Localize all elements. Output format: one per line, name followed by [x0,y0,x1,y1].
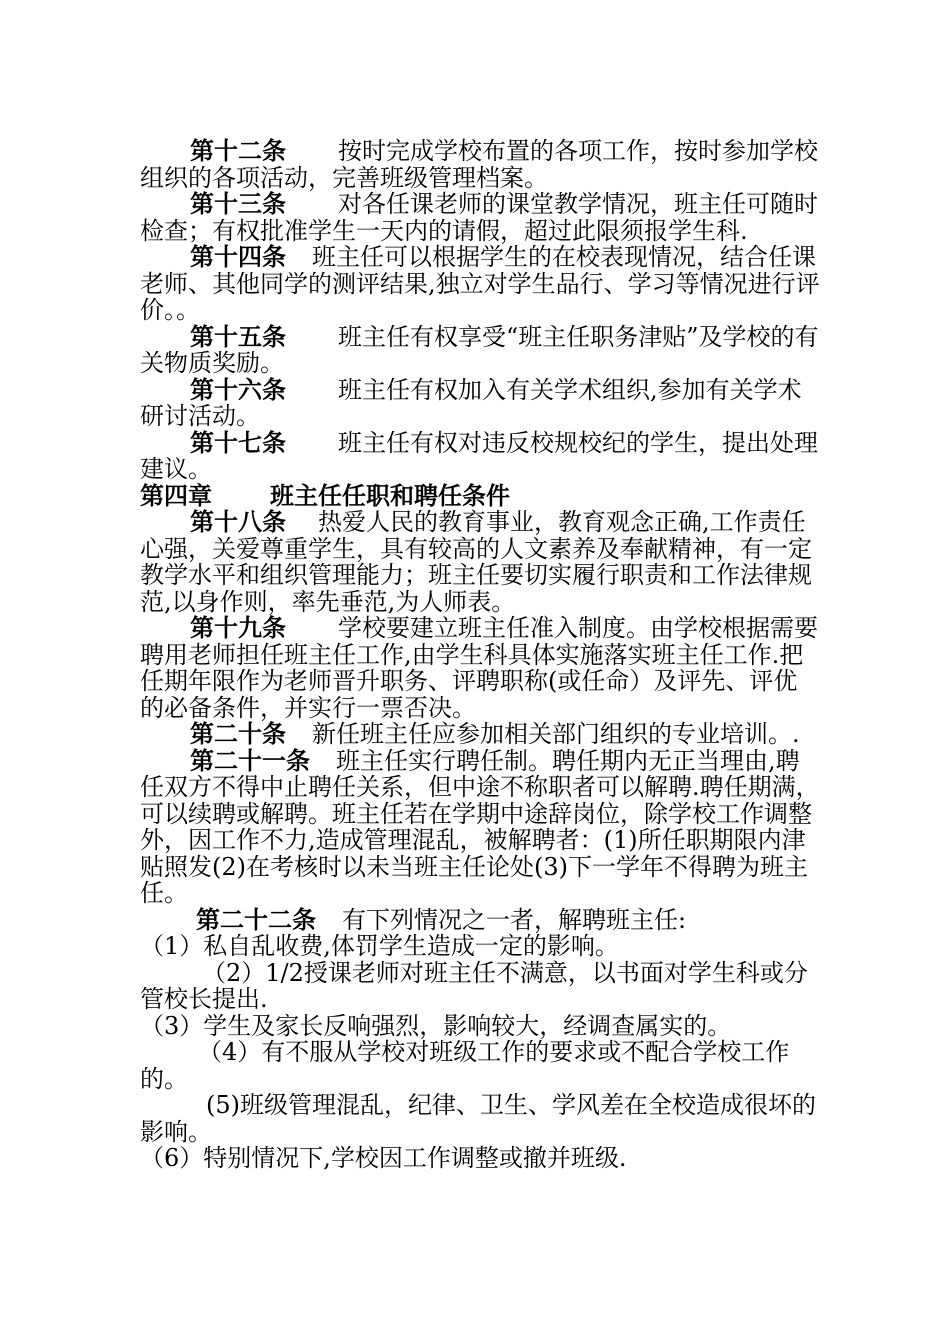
article-label: 第十七条 [190,428,286,457]
article-21 [140,748,820,907]
article-label: 第二十条 [190,720,286,748]
article-text: 班主任有权享受“班主任职务津贴”及学校的有关物质奖励。 [140,322,819,377]
article-text: 有下列情况之一者，解聘班主任: [342,905,687,934]
article-18 [140,509,820,615]
list-item: （6）特别情况下,学校因工作调整或撤并班级. [140,1144,627,1172]
article-17 [140,430,820,483]
article-text: 班主任可以根据学生的在校表现情况，结合任课老师、其他同学的测评结果,独立对学生品行、学习等情况进行评价。。 [140,243,820,324]
chapter-title: 班主任任职和聘任条件 [270,481,510,510]
list-item: (5)班级管理混乱，纪律、卫生、学风差在全校造成很坏的影响。 [140,1091,816,1146]
article-text: 按时完成学校布置的各项工作，按时参加学校组织的各项活动，完善班级管理档案。 [140,137,818,192]
article-label: 第十九条 [190,614,286,642]
article-14 [140,244,820,324]
article-label: 第二十二条 [196,905,316,934]
article-text: 班主任有权加入有关学术组织,参加有关学术研讨活动。 [140,375,802,430]
chapter-heading [140,483,820,510]
chapter-number: 第四章 [140,481,212,510]
article-text: 班主任有权对违反校规校纪的学生，提出处理建议。 [140,428,818,483]
article-label: 第十八条 [190,508,286,536]
article-label: 第十五条 [190,322,286,351]
article-label: 第十六条 [190,375,286,404]
document-body [140,138,820,1172]
article-text: 班主任实行聘任制。聘任期内无正当理由,聘任双方不得中止聘任关系，但中途不称职者可以解聘.聘任期满，可以续聘或解聘。班主任若在学期中途辞岗位，除学校工作调整外，因工作不力,造成管理混乱，被解聘者：(1)所任职期限内津贴照发(2)在考核时以未当班主任论处(3)下一学年不得聘为班主任。 [140,746,820,907]
article-label: 第二十一条 [190,746,310,775]
article-15 [140,324,820,377]
article-12 [140,138,820,191]
list-item: （3）学生及家长反响强烈，影响较大，经调查属实的。 [140,1011,732,1040]
article-label: 第十三条 [190,190,286,218]
article-22 [140,907,820,934]
article-20 [140,721,820,748]
list-item: （2）1/2授课老师对班主任不满意，以书面对学生科或分管校长提出. [140,958,808,1013]
article-text: 学校要建立班主任准入制度。由学校根据需要聘用老师担任班主任工作,由学生科具体实施落实班主任工作.把任期年限作为老师晋升职务、评聘职称(或任命）及评先、评优的必备条件，并实行一票否决。 [140,614,818,722]
list-item: （4）有不服从学校对班级工作的要求或不配合学校工作的。 [140,1038,790,1093]
article-16 [140,377,820,430]
article-19 [140,615,820,721]
article-label: 第十四条 [190,243,286,271]
article-text: 热爱人民的教育事业，教育观念正确,工作责任心强，关爱尊重学生，具有较高的人文素养及奉献精神，有一定教学水平和组织管理能力；班主任要切实履行职责和工作法律规范,以身作则，率先垂范,为人师表。 [140,508,812,616]
article-text: 对各任课老师的课堂教学情况，班主任可随时检查；有权批准学生一天内的请假，超过此限须报学生科. [140,190,818,245]
article-text: 新任班主任应参加相关部门组织的专业培训。. [312,720,800,748]
article-13 [140,191,820,244]
list-item: （1）私自乱收费,体罚学生造成一定的影响。 [140,932,619,960]
article-label: 第十二条 [190,137,286,165]
